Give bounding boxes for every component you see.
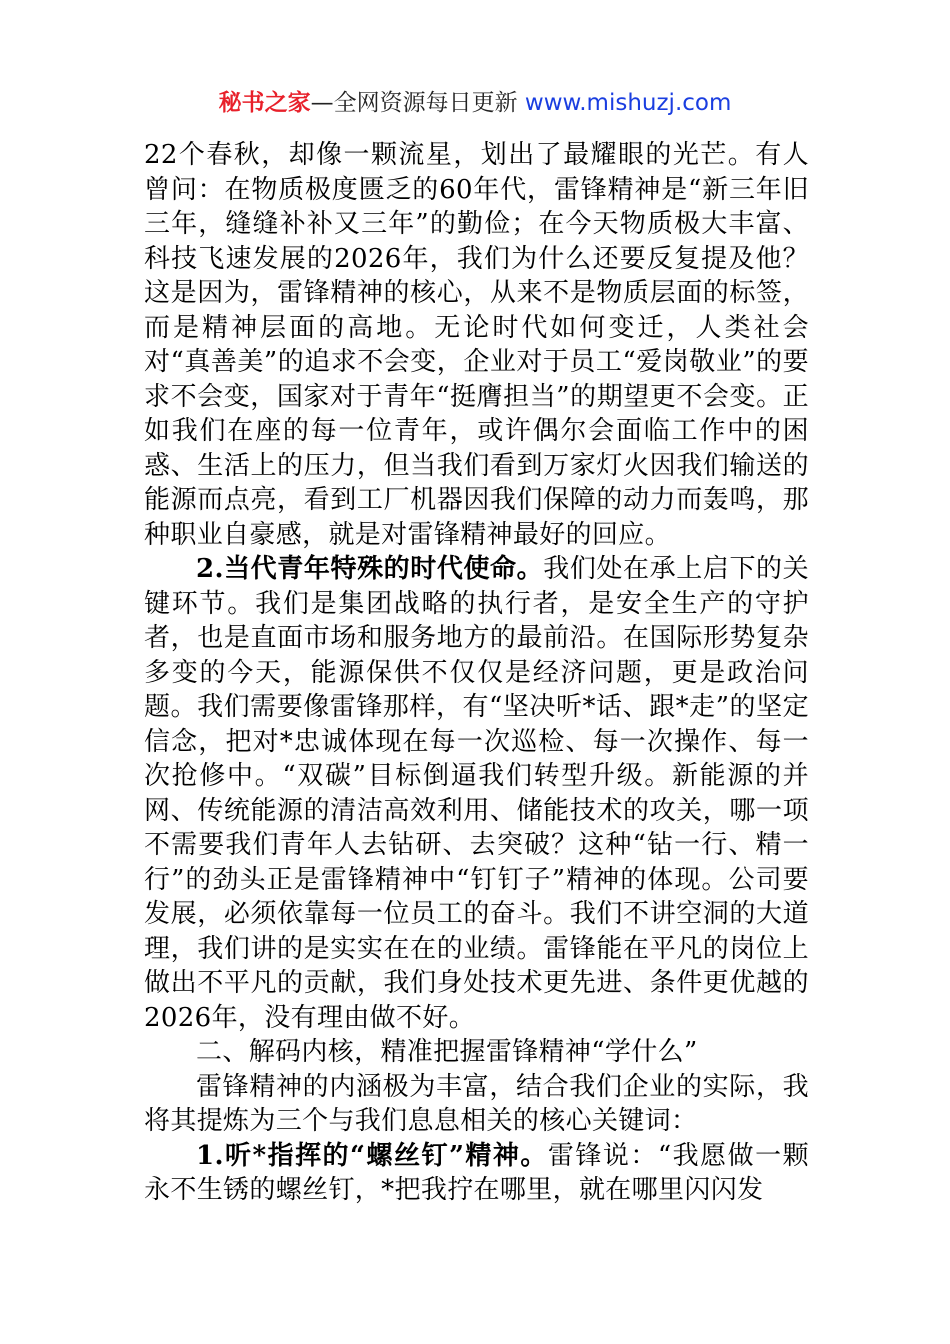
document-body [144,138,809,1208]
paragraph [144,138,809,552]
paragraph-text: 22个春秋，却像一颗流星，划出了最耀眼的光芒。有人曾问：在物质极度匮乏的60年代，雷锋精神是“新三年旧三年，缝缝补补又三年”的勤俭；在今天物质极大丰富、科技飞速发展的2026年，我们为什么还要反复提及他？这是因为，雷锋精神的核心，从来不是物质层面的标签，而是精神层面的高地。无论时代如何变迁，人类社会对“真善美”的追求不会变，企业对于员工“爱岗敬业”的要求不会变，国家对于青年“挺膺担当”的期望更不会变。正如我们在座的每一位青年，或许偶尔会面临工作中的困惑、生活上的压力，但当我们看到万家灯火因我们输送的能源而点亮，看到工厂机器因我们保障的动力而轰鸣，那种职业自豪感，就是对雷锋精神最好的回应。 [144,140,809,550]
paragraph-text: 雷锋说：“我愿做一颗永不生锈的螺丝钉，*把我拧在哪里，就在哪里闪闪发 [144,1140,810,1205]
paragraph-lead: 1.听*指挥的“螺丝钉”精神。 [196,1140,548,1171]
paragraph [144,552,809,1035]
brand-name: 秘书之家 [218,90,311,116]
paragraph [144,1070,809,1139]
site-url[interactable]: www.mishuzj.com [524,90,732,116]
paragraph-lead: 2.当代青年特殊的时代使命。 [196,554,544,584]
section-heading-text: 二、解码内核，精准把握雷锋精神“学什么” [196,1037,698,1067]
paragraph [144,1139,809,1208]
paragraph-text: 雷锋精神的内涵极为丰富，结合我们企业的实际，我将其提炼为三个与我们息息相关的核心关键词： [144,1071,809,1136]
page-header [0,88,950,118]
section-heading [144,1035,809,1070]
paragraph-text: 我们处在承上启下的关键环节。我们是集团战略的执行者，是安全生产的守护者，也是直面市场和服务地方的最前沿。在国际形势复杂多变的今天，能源保供不仅仅是经济问题，更是政治问题。我们需要像雷锋那样，有“坚决听*话、跟*走”的坚定信念，把对*忠诚体现在每一次巡检、每一次操作、每一次抢修中。“双碳”目标倒逼我们转型升级。新能源的并网、传统能源的清洁高效利用、储能技术的攻关，哪一项不需要我们青年人去钻研、去突破？这种“钻一行、精一行”的劲头正是雷锋精神中“钉钉子”精神的体现。公司要发展，必须依靠每一位员工的奋斗。我们不讲空洞的大道理，我们讲的是实实在在的业绩。雷锋能在平凡的岗位上做出不平凡的贡献，我们身处技术更先进、条件更优越的2026年，没有理由做不好。 [144,554,809,1033]
header-tagline: —全网资源每日更新 [310,90,525,116]
